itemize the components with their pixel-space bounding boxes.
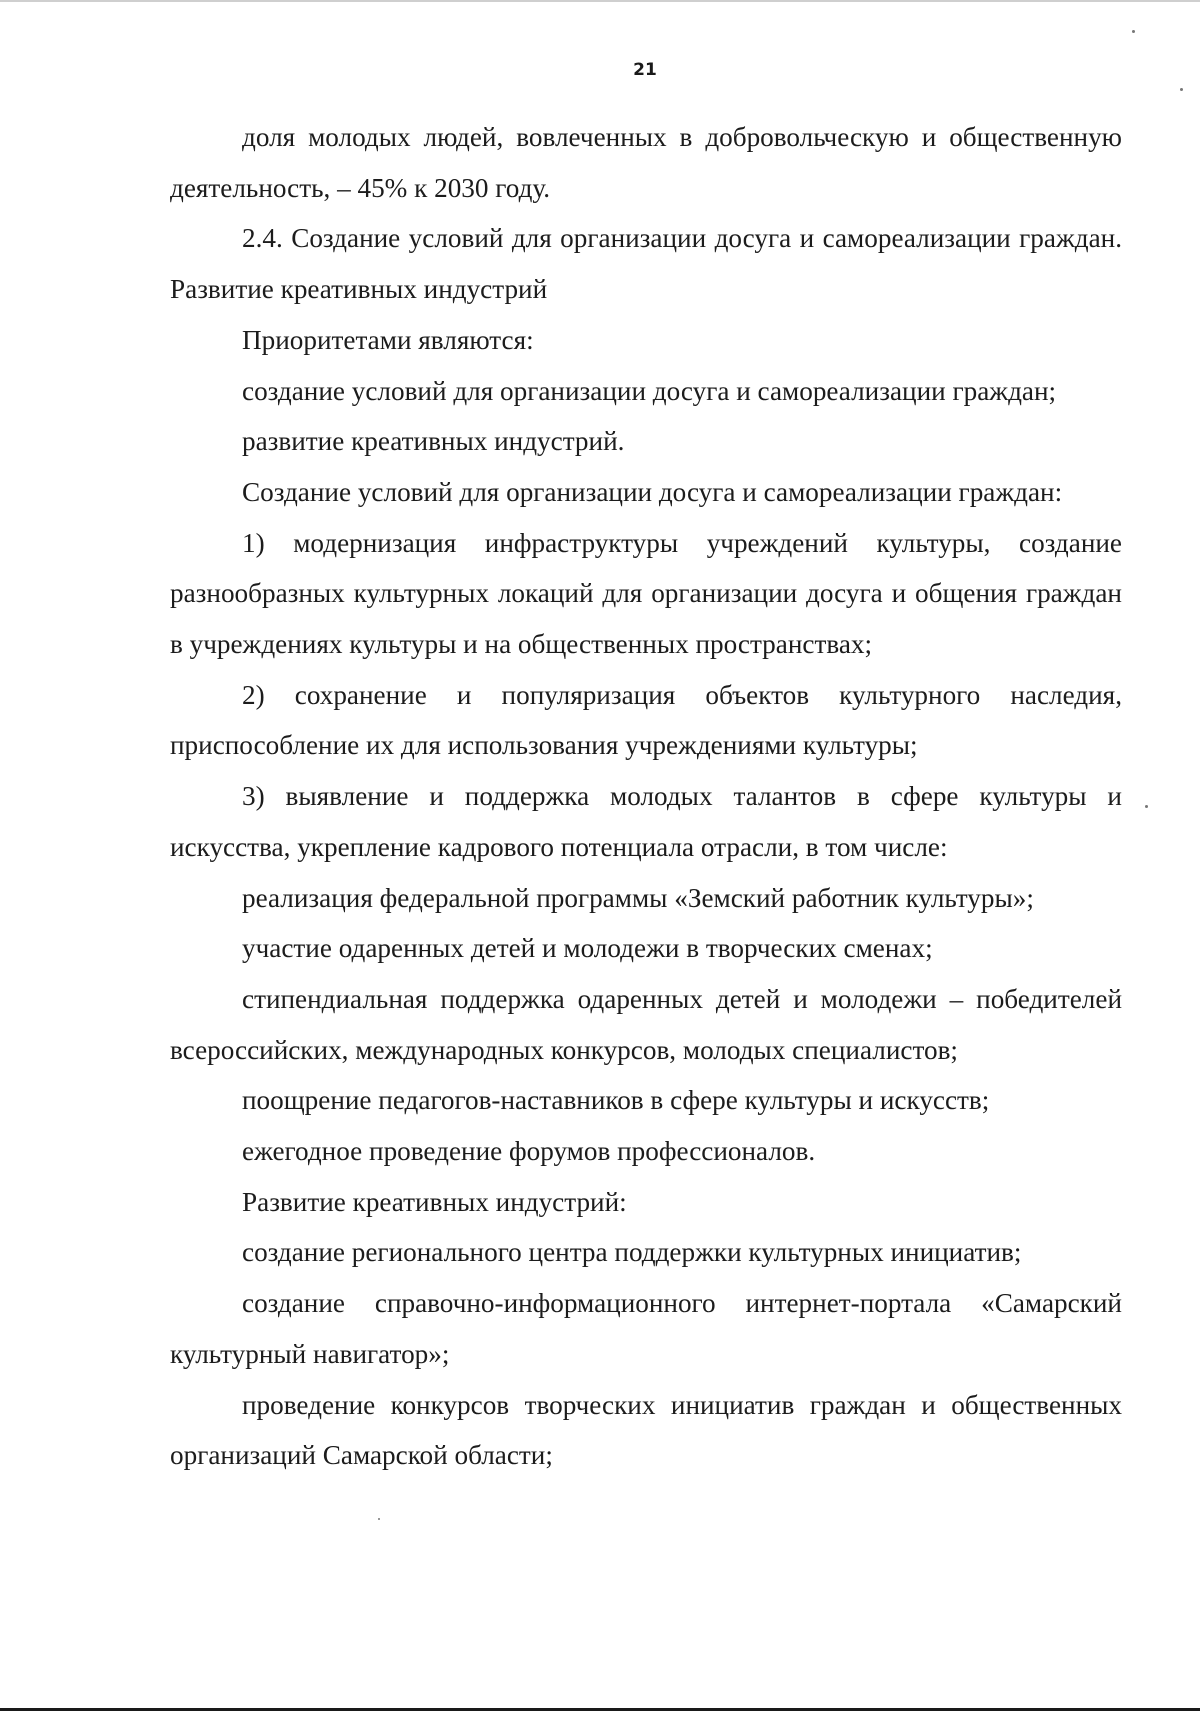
list-item-1-modernization: 1) модернизация инфраструктуры учреждений культуры, создание разнообразных культурных локаций для организации досуга и общения граждан в учреждениях культуры и на общественных пространствах;	[170, 527, 1122, 660]
sub-item-scholarships: стипендиальная поддержка одаренных детей и молодежи – победителей всероссийских, международных конкурсов, молодых специалистов;	[170, 983, 1122, 1065]
scan-speck	[1132, 30, 1135, 33]
subsection-leisure-intro: Создание условий для организации досуга и самореализации граждан:	[242, 476, 1063, 507]
creative-item-regional-center: создание регионального центра поддержки культурных инициатив;	[242, 1237, 1022, 1268]
sub-item-creative-shifts: участие одаренных детей и молодежи в творческих сменах;	[242, 933, 933, 964]
paragraph-youth-share: доля молодых людей, вовлеченных в добровольческую и общественную деятельность, – 45% к 2030 году.	[170, 122, 1122, 203]
bottom-edge-line	[0, 1708, 1200, 1711]
creative-item-contests: проведение конкурсов творческих инициатив граждан и общественных организаций Самарской области;	[170, 1389, 1122, 1471]
page-number: 21	[633, 60, 657, 80]
sub-item-zemsky-program: реализация федеральной программы «Земский работник культуры»;	[242, 882, 1034, 913]
document-body	[170, 112, 1122, 1481]
scan-speck	[1180, 88, 1183, 91]
top-edge-line	[0, 0, 1200, 2]
scan-speck	[1145, 805, 1148, 808]
creative-item-portal: создание справочно-информационного интернет-портала «Самарский культурный навигатор»;	[170, 1288, 1122, 1369]
subsection-creative-intro: Развитие креативных индустрий:	[242, 1186, 627, 1217]
priority-item-creative: развитие креативных индустрий.	[242, 426, 625, 457]
paragraph-priorities-intro: Приоритетами являются:	[242, 324, 534, 355]
list-item-3-talents: 3) выявление и поддержка молодых талантов в сфере культуры и искусства, укрепление кадрового потенциала отрасли, в том числе:	[170, 781, 1122, 862]
priority-item-leisure: создание условий для организации досуга и самореализации граждан;	[242, 375, 1057, 406]
sub-item-mentors: поощрение педагогов-наставников в сфере культуры и искусств;	[242, 1085, 990, 1116]
section-heading-2-4: 2.4. Создание условий для организации досуга и самореализации граждан. Развитие креативных индустрий	[170, 223, 1122, 305]
list-item-2-heritage: 2) сохранение и популяризация объектов культурного наследия, приспособление их для использования учреждениями культуры;	[170, 679, 1122, 761]
sub-item-forums: ежегодное проведение форумов профессионалов.	[242, 1136, 816, 1167]
scan-speck	[378, 1518, 380, 1520]
